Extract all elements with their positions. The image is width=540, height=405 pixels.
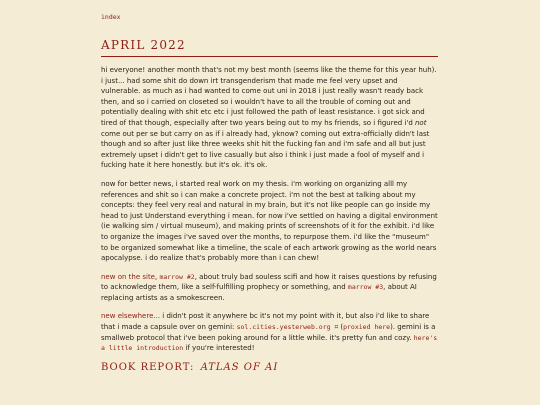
new-on-site-text-a: ,	[155, 272, 160, 281]
paragraph-intro	[101, 65, 438, 171]
book-report-heading	[101, 362, 437, 374]
gemini-introduction-link[interactable]: here's a little introduction	[101, 333, 438, 353]
paragraph-thesis: now for better news, i started real work on my thesis. i'm working on organizing alll my references and shit so i can make a concrete project. i'm not the best at talking about my concepts: they feel very real and natural in my brain, but it's not like people can go inside my head to just Understand everything i mean. for now i've settled on having a digital environment (ie walking sim / virtual museum), and making prints of screenshots of it for the exhibit. i'd like to organize the images i've saved over the months, to repurpose them. i'd like the "museum" to be organized somewhat like a timeline, the scale of each artwork growing as the world nears apocalypse. i do realize that's probably more than i can chew!	[101, 179, 438, 263]
paragraph-intro-text-b: come out per se but carry on as if i already had, yknow? coming out extra-officially didn't last though and so after just like three weeks shit hit the fucking fan and i'm safe and all but just extremely upset i didn't get to live casually but also i think i just made a fool of myself and i fucking hate it here honestly. but it's ok. it's ok.	[101, 129, 430, 170]
new-elsewhere-text-a: i didn't post it anywhere bc it's not my point with it, but also i'd like to share that i made a capsule over on gemini:	[101, 312, 430, 332]
nav	[101, 12, 437, 22]
gemini-capsule-link[interactable]	[237, 323, 339, 331]
new-on-site-text-c: , about AI replacing artists as a smokescreen.	[101, 283, 417, 302]
book-report-title: ATLAS OF AI	[200, 361, 279, 373]
post-title: APRIL 2022	[101, 38, 186, 52]
new-elsewhere-text-d: if you're interested!	[183, 344, 255, 353]
new-elsewhere-label: new elsewhere...	[101, 312, 161, 321]
proxied-link[interactable]: proxied here	[343, 323, 391, 332]
index-link[interactable]: index	[101, 13, 121, 21]
paragraph-intro-text-a: hi everyone! another month that's not my best month (seems like the theme for this year huh). i just... had some shit do down irt transgenderism that made me feel very upset and vulnerable. as much as i had wanted to come out uni in 2018 i just really wasn't ready back then, and so i carried on closeted so i wouldn't have to all the trouble of coming out and potentially dealing with shit etc etc i just followed the path of least resistance. i got sick and tired of that though, especially after two years being out to my hs friends, so i figured i'd	[101, 66, 437, 127]
gemini-icon: ⌗	[334, 323, 339, 332]
new-elsewhere-text-c: ). gemini is a smallweb protocol that i've been poking around for a little while. it's pretty fun and cozy.	[101, 323, 436, 342]
title-divider	[101, 56, 438, 57]
new-elsewhere-text-b: (	[338, 323, 344, 332]
gemini-capsule-link-text: sol.cities.yesterweb.org	[236, 323, 331, 332]
new-on-site-text-b: , about truly bad souless scifi and how it raises questions by refusing to acknowledge them, like a self-fulfilling prophecy or something, and	[101, 272, 437, 292]
paragraph-new-on-site	[101, 272, 438, 304]
marrow-3-link[interactable]: marrow #3	[347, 283, 384, 292]
marrow-2-link[interactable]: marrow #2	[159, 272, 195, 281]
new-on-site-label: new on the site	[101, 272, 155, 281]
book-report-label: BOOK REPORT:	[101, 361, 195, 373]
paragraph-intro-emphasis: not	[415, 118, 427, 127]
paragraph-new-elsewhere	[101, 311, 438, 353]
